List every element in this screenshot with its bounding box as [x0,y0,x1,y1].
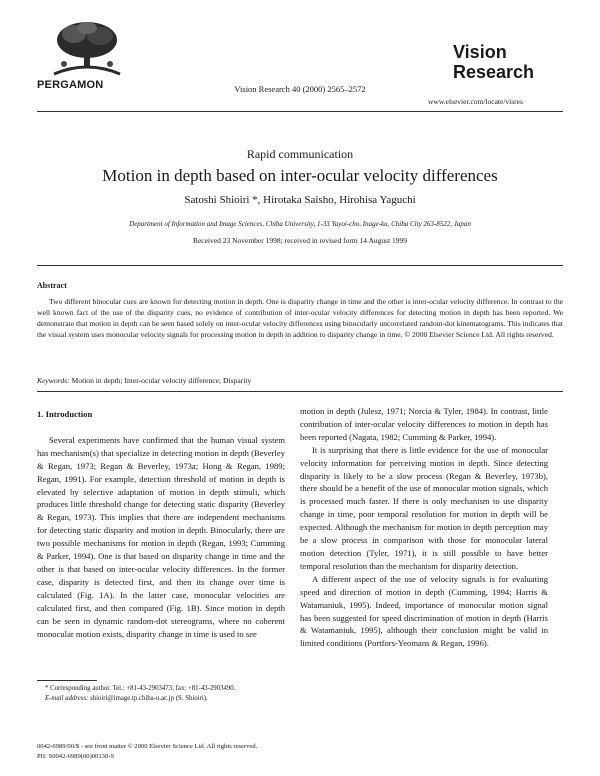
journal-citation: Vision Research 40 (2000) 2565–2572 [234,84,366,94]
email-note [37,694,285,704]
body-paragraph: Several experiments have confirmed that the human visual system has mechanism(s) that specialize in detecting motion in depth (Beverley & Regan, 1973; Regan & Beverley, 1973a; Hong & Regan, 1989; Regan, 1991). For example, detection threshold of motion in depth is elevated by selective adaptation of motion in depth stimuli, which produces little threshold change for detecting static disparity (Beverley & Regan, 1973). This implies that there are independent mechanisms for detecting static disparity and motion in depth. Binocularly, there are two possible mechanisms for motion in depth (Regan, 1993; Cumming & Parker, 1994). One is that based on disparity change in time and the other is that based on inter-ocular velocity differences. In the former case, disparity is detected first, and then its change over time is calculated (Fig. 1A). In the latter case, monocular velocities are calculated first, and then compared (Fig. 1B). Since motion in depth can be seen in dynamic random-dot stereograms, where no coherent monocular motion exists, disparity change in time is used to see [37,434,285,639]
section-heading: 1. Introduction [37,409,93,419]
left-column [37,408,285,640]
abstract-top-rule [37,265,563,266]
header-rule [37,111,563,112]
copyright-line: 0042-6989/00/$ - see front matter © 2000 Elsevier Science Ltd. All rights reserved. [37,743,258,750]
body-paragraph: motion in depth (Julesz, 1971; Norcia & Tyler, 1984). In contrast, little contribution of inter-ocular velocity differences to motion in depth has been reported (Nagata, 1982; Cumming & Parker, 1994). [300,406,548,442]
journal-url[interactable]: www.elsevier.com/locate/visres [428,97,523,106]
body-paragraph: A different aspect of the use of velocity signals is for evaluating speed and direction of motion in depth (Cumming, 1994; Harris & Watamaniuk, 1995). Indeed, importance of monocular motion signal has been suggested for speed discrimination of motion in depth (Harris & Watamaniuk, 1995), although their conclusion might be valid in limited conditions (Portfors-Yeomans & Regan, 1996). [300,573,548,649]
email-address[interactable]: shioiri@image.tp.chiba-u.ac.jp (S. Shioiri). [90,695,208,702]
author-affiliation: Department of Information and Image Sciences, Chiba University, 1-33 Yayoi-cho, Inage-ku, Chiba City 263-8522, Japan [129,220,471,228]
abstract-text: Two different binocular cues are known for detecting motion in depth. One is disparity change in time and the other is inter-ocular velocity difference. In contrast to the well known fact of the use of the disparity cues, no evidence of contribution of inter-ocular velocity differences for detecting motion in depth has been reported. We demonstrate that motion in depth can be seen based solely on inter-ocular velocity differences using binocularly uncorrelated random-dot kinematograms. This indicates that the visual system uses monocular velocity signals for processing motion in depth in addition to disparity change in time. © 2000 Elsevier Science Ltd. All rights reserved. [37,297,563,339]
abstract-heading: Abstract [37,281,67,290]
article-authors: Satoshi Shioiri *, Hirotaka Saisho, Hirohisa Yaguchi [184,194,416,206]
copyright-block [37,742,257,762]
journal-name-line-2: Research [453,62,535,82]
abstract-bottom-rule [37,391,563,392]
received-dates: Received 23 November 1998; received in revised form 14 August 1999 [192,236,408,245]
right-column [300,405,548,650]
journal-name [453,42,534,82]
journal-name-line-1: Vision [453,42,507,62]
pii-line: PII: S0042-6989(00)00130-9 [37,753,114,760]
keywords-list: Motion in depth; Inter-ocular velocity difference; Disparity [71,376,252,385]
corresponding-author-note: * Corresponding author. Tel.: +81-43-2903473; fax: +81-43-2903490. [45,685,236,692]
email-label: E-mail address: [45,695,89,702]
article-type: Rapid communication [246,147,354,161]
article-title: Motion in depth based on inter-ocular velocity differences [102,166,498,185]
publisher-name: PERGAMON [37,79,104,91]
keywords [37,376,251,385]
footnote-rule [37,680,97,681]
elsevier-tree-logo [44,18,130,78]
keywords-label: Keywords: [37,376,70,385]
footnote [37,684,285,704]
body-paragraph: It is surprising that there is little evidence for the use of monocular velocity information for perceiving motion in depth. Since detecting disparity is likely to be a slow process (Regan & Beverley, 1973b), there should be a benefit of the use of monocular motion signals, which is processed much faster. If there is only mechanism to use disparity change in time, poor temporal resolution for motion in depth will be expected. Although the mechanism for motion in depth perception may be a slow process in comparison with those for monocular lateral motion detection (Tyler, 1971), it is still possible to have better temporal resolution than the mechanism for disparity detection. [300,444,548,571]
